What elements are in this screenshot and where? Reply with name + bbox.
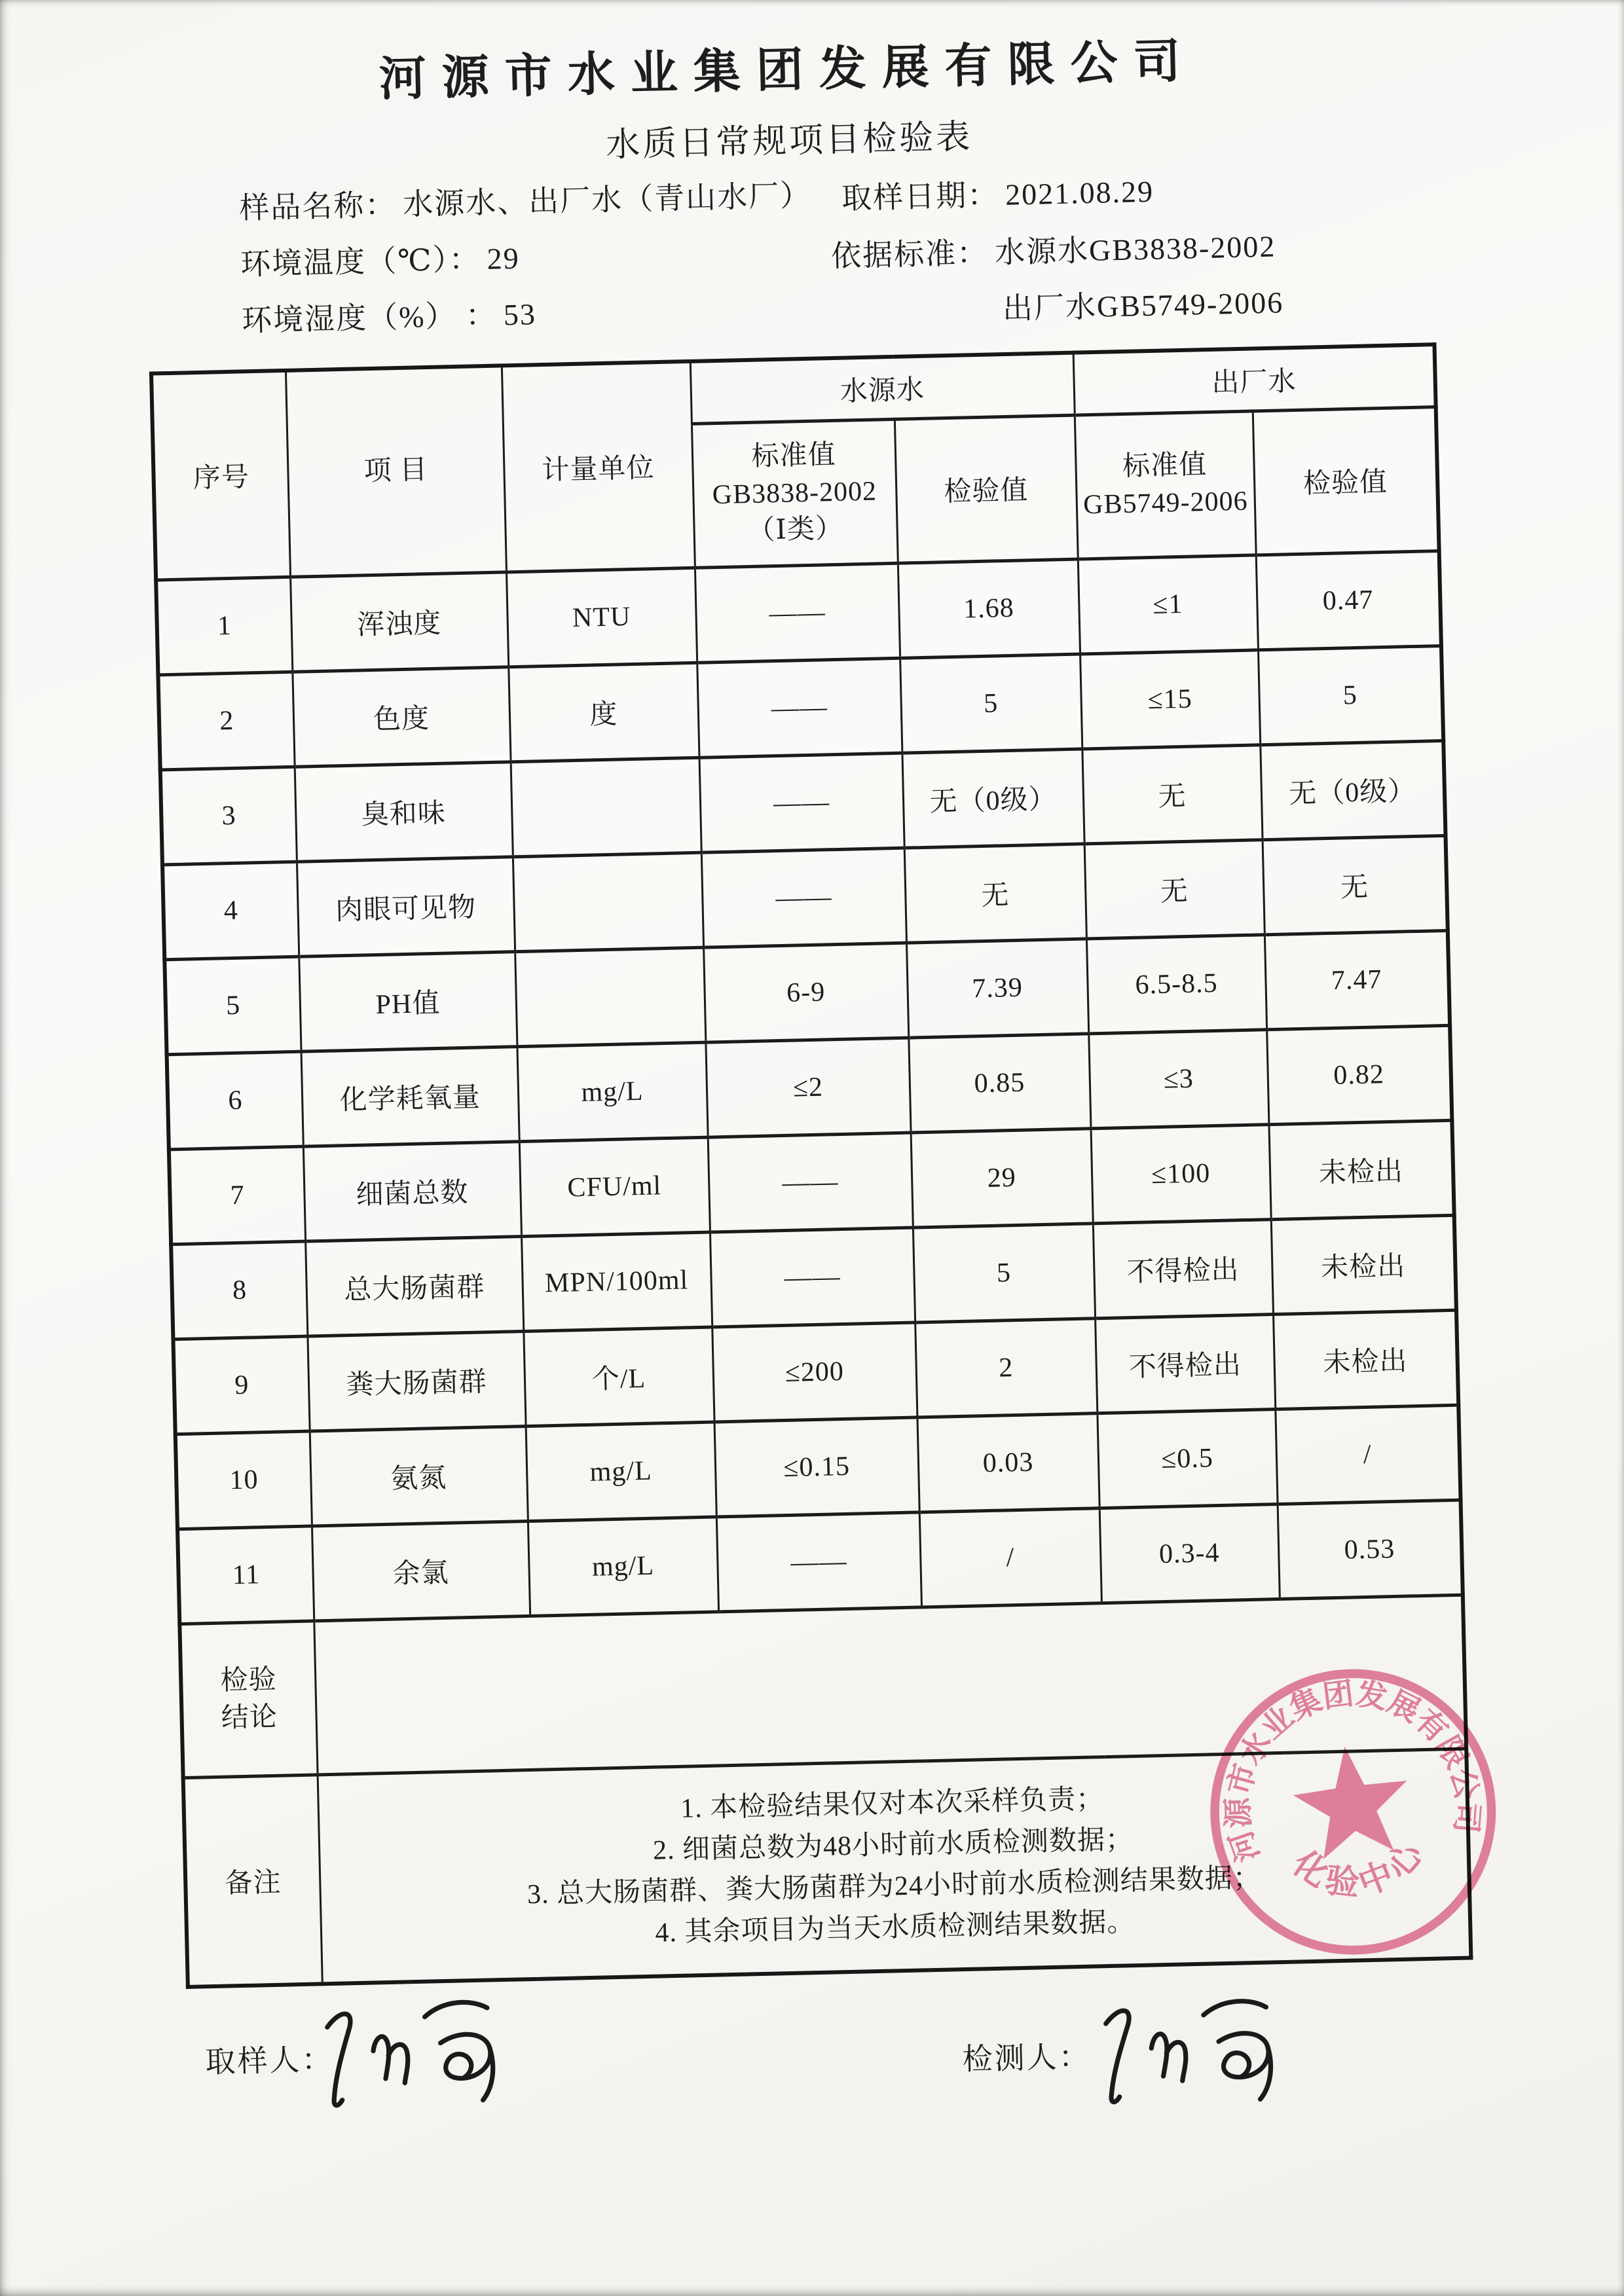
- cell-source-standard: ——: [708, 1133, 913, 1232]
- cell-item: 余氯: [312, 1521, 530, 1620]
- cell-no: 9: [173, 1336, 309, 1434]
- cell-unit: mg/L: [526, 1421, 716, 1520]
- col-group-factory-water: 出厂水: [1073, 344, 1436, 414]
- cell-factory-value: 5: [1258, 646, 1443, 744]
- cell-factory-value: 未检出: [1271, 1215, 1456, 1314]
- cell-factory-value: 未检出: [1273, 1310, 1458, 1409]
- cell-no: 1: [156, 577, 292, 675]
- sampler-signature: [305, 1986, 528, 2120]
- cell-unit: mg/L: [528, 1516, 718, 1615]
- cell-item: 肉眼可见物: [297, 856, 515, 956]
- tester-signature: [1084, 1986, 1305, 2116]
- col-header-factory-standard: 标准值 GB5749-2006: [1075, 410, 1256, 558]
- cell-source-value: 5: [900, 654, 1082, 753]
- cell-source-standard: ——: [697, 658, 902, 757]
- cell-factory-value: 0.82: [1266, 1025, 1452, 1124]
- cell-no: 6: [167, 1051, 303, 1150]
- cell-factory-standard: 6.5-8.5: [1086, 934, 1266, 1033]
- cell-item: PH值: [299, 951, 517, 1051]
- cell-factory-value: 7.47: [1264, 930, 1450, 1029]
- sample-name-value: 水源水、出厂水（青山水厂）: [402, 178, 812, 221]
- col-header-unit: 计量单位: [502, 361, 695, 572]
- cell-item: 臭和味: [295, 761, 513, 861]
- cell-source-value: 无: [904, 843, 1086, 942]
- cell-unit: MPN/100ml: [521, 1232, 712, 1331]
- cell-factory-standard: ≤0.5: [1097, 1409, 1277, 1508]
- cell-unit: [511, 757, 701, 856]
- cell-factory-standard: 不得检出: [1093, 1219, 1273, 1318]
- cell-source-standard: 6-9: [703, 943, 908, 1042]
- sampling-date-value: 2021.08.29: [1005, 174, 1154, 211]
- page-title: 水质日常规项目检验表: [605, 118, 973, 164]
- env-temperature-label: 环境温度（℃）：: [240, 242, 481, 282]
- cell-source-value: 29: [911, 1128, 1093, 1227]
- remarks-text: 1. 本检验结果仅对本次采样负责； 2. 细菌总数为48小时前水质检测数据； 3. 总大肠菌群、粪大肠菌群为24小时前水质检测结果数据； 4. 其余项目为当天水质检测结果数据。: [318, 1749, 1471, 1984]
- cell-unit: 个/L: [523, 1327, 714, 1426]
- cell-unit: mg/L: [517, 1042, 707, 1141]
- cell-source-standard: ≤2: [705, 1038, 910, 1137]
- cell-no: 11: [177, 1525, 314, 1624]
- cell-factory-standard: ≤3: [1088, 1029, 1268, 1128]
- col-header-source-value: 检验值: [895, 415, 1078, 563]
- cell-factory-standard: 无: [1084, 839, 1264, 938]
- standard-factory-line: [1002, 278, 1284, 328]
- env-temperature-line: [240, 234, 520, 284]
- cell-source-standard: ≤0.15: [714, 1417, 919, 1516]
- cell-item: 总大肠菌群: [305, 1236, 523, 1336]
- remarks-label: 备注: [183, 1774, 322, 1987]
- cell-factory-value: 无（0级）: [1260, 740, 1445, 839]
- cell-item: 色度: [292, 666, 510, 766]
- cell-source-value: 1.68: [898, 559, 1080, 658]
- cell-source-standard: ≤200: [712, 1322, 917, 1422]
- cell-factory-value: 无: [1263, 835, 1448, 934]
- cell-source-value: 2: [915, 1318, 1097, 1417]
- env-humidity-value: 53: [503, 297, 537, 332]
- cell-item: 浑浊度: [290, 572, 508, 671]
- cell-source-value: /: [919, 1508, 1101, 1607]
- cell-source-standard: ——: [701, 848, 906, 947]
- col-header-no: 序号: [151, 371, 290, 580]
- sample-name-line: [238, 172, 811, 228]
- cell-no: 3: [160, 767, 297, 865]
- cell-item: 化学耗氧量: [301, 1046, 519, 1146]
- standard-basis-label: 依据标准：: [830, 236, 989, 273]
- conclusion-label: 检验 结论: [179, 1620, 317, 1777]
- table-body: [156, 551, 1463, 1624]
- cell-factory-standard: ≤15: [1080, 649, 1260, 748]
- sampling-date-line: [841, 168, 1154, 218]
- col-group-source-water: 水源水: [690, 353, 1075, 424]
- cell-item: 细菌总数: [303, 1141, 521, 1241]
- col-header-factory-value: 检验值: [1253, 407, 1439, 555]
- cell-unit: NTU: [506, 568, 697, 666]
- cell-source-standard: ——: [699, 753, 904, 852]
- cell-factory-value: 0.53: [1278, 1500, 1463, 1599]
- sampler-label: 取样人：: [204, 2042, 335, 2079]
- sample-name-label: 样品名称：: [238, 188, 397, 225]
- stamp-ring-text: 河源市水业集团发展有限公司: [1221, 1677, 1485, 1867]
- standard-factory-value: 出厂水GB5749-2006: [1002, 285, 1284, 326]
- standard-source-value: 水源水GB3838-2002: [994, 229, 1276, 270]
- cell-source-standard: ——: [710, 1228, 915, 1327]
- cell-factory-standard: 无: [1082, 744, 1262, 843]
- col-header-source-standard: 标准值 GB3838-2002 （Ⅰ类）: [692, 419, 898, 568]
- cell-no: 10: [175, 1431, 312, 1529]
- cell-no: 8: [171, 1241, 307, 1339]
- cell-factory-value: 未检出: [1268, 1120, 1454, 1219]
- cell-no: 5: [164, 957, 301, 1055]
- col-header-item: 项 目: [286, 365, 506, 576]
- env-humidity-label: 环境湿度（%） ：: [241, 298, 498, 338]
- cell-source-value: 5: [913, 1223, 1095, 1322]
- cell-no: 2: [158, 672, 294, 770]
- cell-source-value: 0.85: [908, 1033, 1090, 1132]
- company-name: 河源市水业集团发展有限公司: [378, 35, 1197, 106]
- cell-no: 4: [162, 862, 299, 960]
- stamp-bottom-text: 化验中心: [1285, 1831, 1434, 1904]
- tester-label: 检测人：: [962, 2039, 1092, 2077]
- cell-source-standard: ——: [695, 563, 900, 663]
- cell-factory-standard: ≤1: [1078, 555, 1258, 653]
- cell-factory-standard: 不得检出: [1095, 1314, 1275, 1413]
- cell-source-value: 无（0级）: [902, 748, 1084, 847]
- company-stamp: [1185, 1643, 1522, 1980]
- standard-basis-line: [830, 223, 1276, 276]
- env-humidity-line: [241, 290, 536, 340]
- cell-source-value: 7.39: [906, 938, 1088, 1037]
- cell-unit: 度: [508, 663, 699, 761]
- cell-factory-value: 0.47: [1256, 551, 1441, 649]
- cell-factory-standard: 0.3-4: [1099, 1504, 1280, 1603]
- cell-source-value: 0.03: [917, 1413, 1099, 1512]
- cell-factory-value: /: [1275, 1405, 1460, 1504]
- cell-unit: CFU/ml: [519, 1137, 710, 1236]
- cell-no: 7: [169, 1146, 305, 1245]
- cell-factory-standard: ≤100: [1091, 1124, 1271, 1223]
- cell-unit: [513, 852, 703, 951]
- cell-item: 粪大肠菌群: [307, 1331, 525, 1430]
- cell-item: 氨氮: [310, 1426, 528, 1525]
- sampling-date-label: 取样日期：: [841, 178, 999, 215]
- cell-source-standard: ——: [716, 1512, 921, 1611]
- env-temperature-value: 29: [487, 241, 521, 276]
- cell-unit: [515, 947, 705, 1046]
